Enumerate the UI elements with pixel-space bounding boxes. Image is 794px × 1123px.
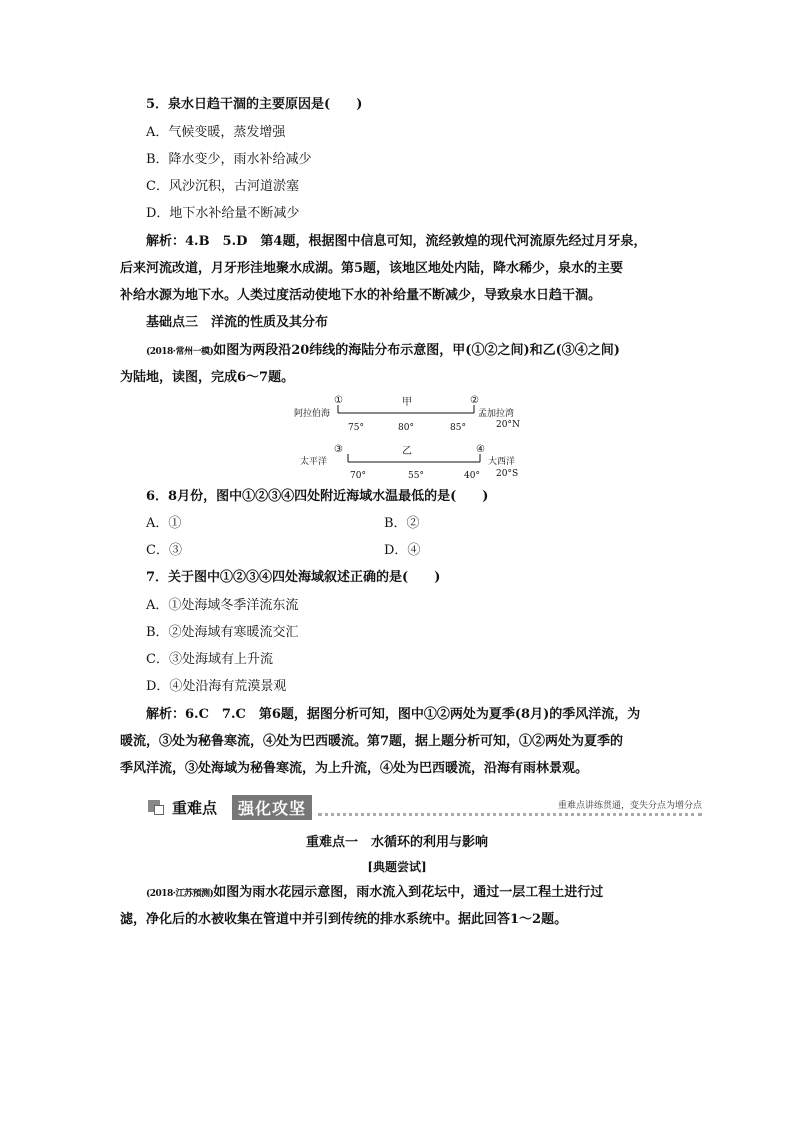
tick-75: 75° xyxy=(348,423,364,433)
banner-square-outline-icon xyxy=(154,805,164,815)
intro2-line2: 滤，净化后的水被收集在管道中并引到传统的排水系统中。据此回答1～2题。 xyxy=(120,912,568,927)
analysis2-line2: 暖流，③处为秘鲁寒流，④处为巴西暖流。第7题，据上题分析可知，①②两处为夏季的 xyxy=(120,734,624,749)
intro-line1 xyxy=(146,342,620,361)
q6-option-c: C．③ xyxy=(146,543,182,558)
marker-4: ④ xyxy=(476,444,485,455)
analysis2-line1: 解析：6.C 7.C 第6题，据图分析可知，图中①②两处为夏季(8月)的季风洋流，为 xyxy=(146,707,641,722)
q5-option-d: D．地下水补给量不断减少 xyxy=(146,206,300,221)
banner-note: 重难点讲练贯通，变失分点为增分点 xyxy=(552,798,702,811)
q6-option-d: D．④ xyxy=(384,543,421,558)
land-jia-label: 甲 xyxy=(402,397,412,408)
banner-label-strengthen: 强化攻坚 xyxy=(232,795,312,820)
arabian-sea-label: 阿拉伯海 xyxy=(294,409,331,419)
q5-option-c: C．风沙沉积，古河道淤塞 xyxy=(146,179,299,194)
lat-20n-label: 20°N xyxy=(496,420,520,430)
tick-40: 40° xyxy=(464,471,480,481)
q5-option-a: A．气候变暖，蒸发增强 xyxy=(146,125,286,140)
section-banner xyxy=(148,794,702,820)
marker-1: ① xyxy=(334,395,343,406)
marker-2: ② xyxy=(470,395,479,406)
q7-option-a: A．①处海域冬季洋流东流 xyxy=(146,598,299,613)
tick-70: 70° xyxy=(350,471,366,481)
q6-option-a: A．① xyxy=(146,516,182,531)
q7-option-c: C．③处海域有上升流 xyxy=(146,652,273,667)
analysis1-line1: 解析：4.B 5.D 第4题，根据图中信息可知，流经敦煌的现代河流原先经过月牙泉， xyxy=(146,234,647,249)
key1-title: 重难点一 水循环的利用与影响 xyxy=(305,835,488,850)
key1-subtitle: [典题尝试] xyxy=(367,860,427,874)
latitude-land-sea-figure xyxy=(290,392,530,482)
analysis2-line3: 季风洋流，③处海域为秘鲁寒流，为上升流，④处为巴西暖流，沿海有雨林景观。 xyxy=(120,761,589,776)
banner-dotted-rule xyxy=(318,813,702,816)
q7-option-b: B．②处海域有寒暖流交汇 xyxy=(146,625,299,640)
intro-line2: 为陆地，读图，完成6～7题。 xyxy=(120,370,295,385)
bay-of-bengal-label: 孟加拉湾 xyxy=(478,409,515,419)
tick-85: 85° xyxy=(450,423,466,433)
tick-80: 80° xyxy=(398,423,414,433)
banner-label-key-points: 重难点 xyxy=(172,799,218,817)
intro-source: (2018·常州一模) xyxy=(146,347,214,357)
q5-option-b: B．降水变少，雨水补给减少 xyxy=(146,152,312,167)
analysis1-line2: 后来河流改道，月牙形洼地聚水成湖。第5题，该地区地处内陆，降水稀少，泉水的主要 xyxy=(120,261,624,276)
atlantic-label: 大西洋 xyxy=(488,457,516,467)
q7-stem: 7．关于图中①②③④四处海域叙述正确的是( ) xyxy=(146,570,441,585)
q5-stem: 5．泉水日趋干涸的主要原因是( ) xyxy=(146,97,363,112)
pacific-label: 太平洋 xyxy=(300,457,328,467)
land-yi-label: 乙 xyxy=(402,446,412,457)
intro2-source: (2018·江苏預测) xyxy=(146,889,214,899)
intro2-text: 如图为雨水花园示意图，雨水流入到花坛中，通过一层工程土进行过 xyxy=(213,885,604,900)
q6-stem: 6．8月份，图中①②③④四处附近海域水温最低的是( ) xyxy=(146,489,489,504)
intro2-line1 xyxy=(146,884,603,903)
tick-55: 55° xyxy=(408,471,424,481)
intro-text: 如图为两段沿20纬线的海陆分布示意图，甲(①②之间)和乙(③④之间) xyxy=(213,343,620,358)
marker-3: ③ xyxy=(334,444,343,455)
lat-20s-label: 20°S xyxy=(496,469,519,479)
analysis1-line3: 补给水源为地下水。人类过度活动使地下水的补给量不断减少，导致泉水日趋干涸。 xyxy=(120,288,602,303)
q7-option-d: D．④处沿海有荒漠景观 xyxy=(146,679,287,694)
section3-title: 基础点三 洋流的性质及其分布 xyxy=(146,315,329,330)
q6-option-b: B．② xyxy=(384,516,420,531)
